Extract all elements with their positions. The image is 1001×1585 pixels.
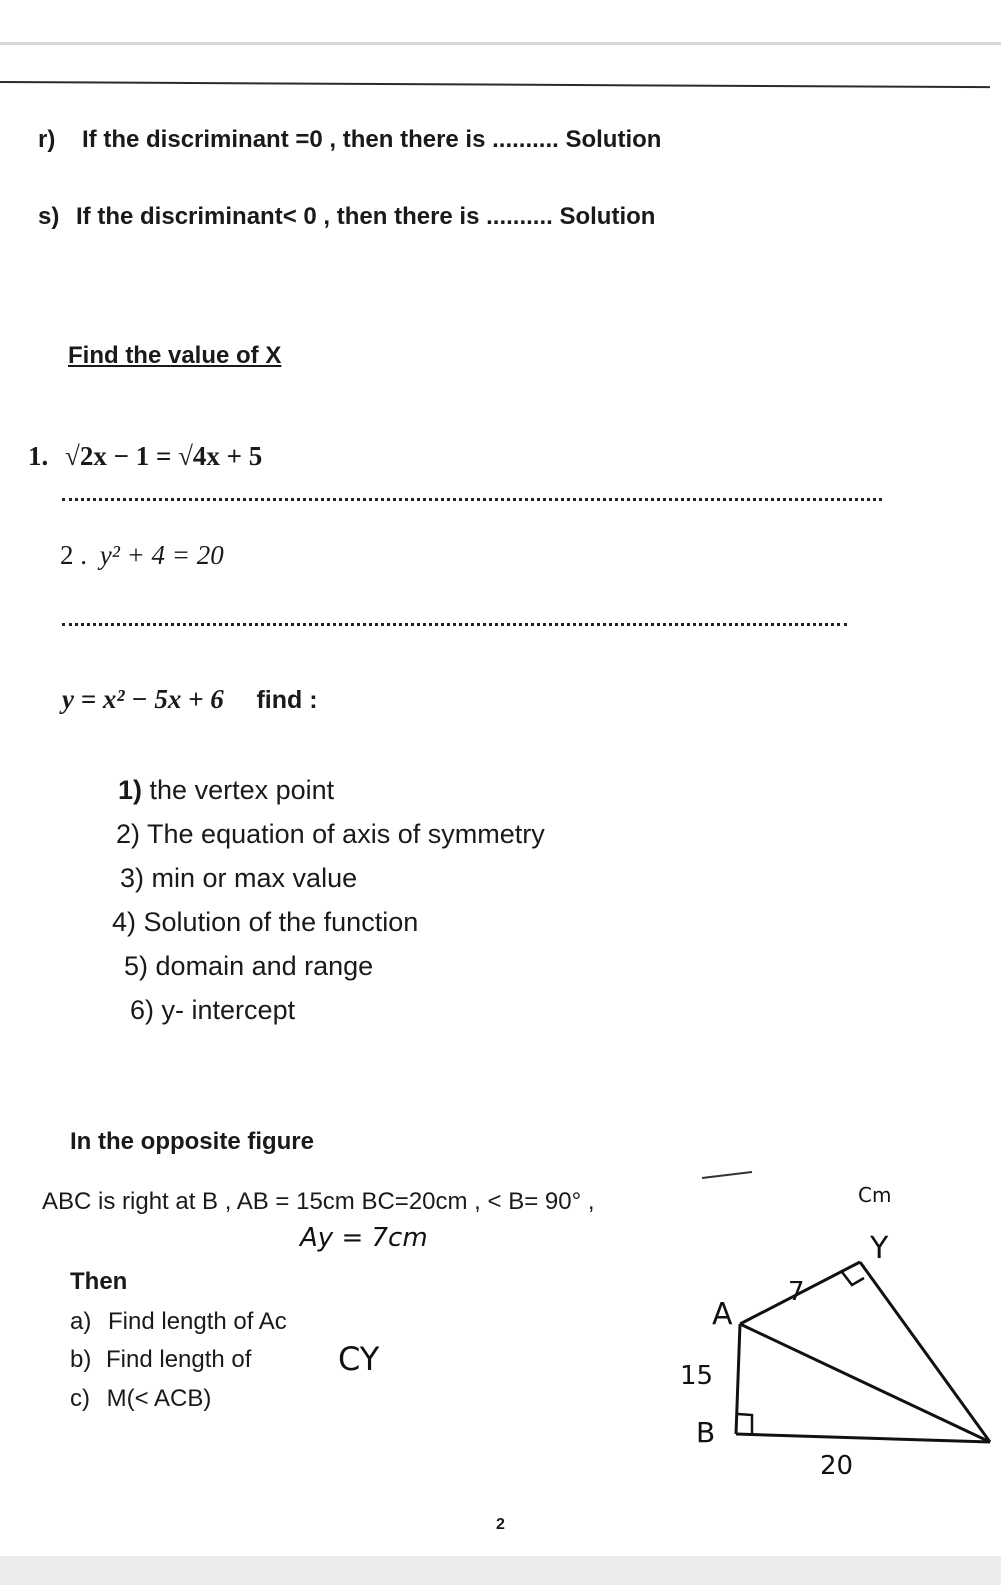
item-number: 4) — [112, 907, 137, 937]
segment-ac — [740, 1324, 990, 1442]
item-text: Solution of the function — [143, 907, 419, 937]
equation-expression: y² + 4 = 20 — [99, 540, 224, 570]
stray-mark — [702, 1172, 752, 1178]
segment-ab — [736, 1324, 740, 1434]
part-text: M(< ACB) — [106, 1385, 212, 1412]
equation-1 — [28, 441, 262, 472]
part-label: a) — [70, 1308, 92, 1335]
label-unit: Cm — [858, 1183, 892, 1207]
list-item — [112, 907, 418, 938]
question-label: s) — [38, 203, 60, 230]
part-c — [70, 1385, 211, 1413]
handwritten-note: Ay = 7cm — [300, 1223, 428, 1253]
right-angle-mark-y — [842, 1272, 864, 1285]
figure-given: ABC is right at B , AB = 15cm BC=20cm , < B= 90° , — [42, 1188, 595, 1215]
quadratic-equation — [62, 684, 318, 715]
part-label: c) — [70, 1385, 90, 1412]
segment-yc — [860, 1262, 990, 1442]
answer-line[interactable] — [62, 498, 882, 501]
part-b — [70, 1346, 251, 1374]
label-bc-length: 20 — [820, 1451, 854, 1481]
item-number: 2) — [116, 819, 141, 849]
segment-bc — [736, 1434, 990, 1442]
question-r — [38, 126, 661, 154]
equation-number: 1. — [28, 441, 49, 471]
label-y: Y — [870, 1231, 889, 1266]
item-number: 6) — [130, 995, 155, 1025]
equation-expression: √2x − 1 = √4x + 5 — [65, 441, 263, 471]
page-number: 2 — [496, 1516, 505, 1533]
find-x-heading: Find the value of X — [68, 342, 282, 369]
answer-line[interactable] — [62, 623, 847, 626]
part-text: Find length of — [106, 1346, 252, 1373]
label-a: A — [712, 1297, 733, 1332]
label-ab-length: 15 — [680, 1361, 714, 1391]
handwritten-note: CY — [338, 1340, 380, 1378]
item-number: 5) — [124, 951, 149, 981]
question-label: r) — [38, 126, 56, 153]
question-text: If the discriminant =0 , then there is .......... Solution — [82, 126, 662, 153]
question-s — [38, 203, 655, 231]
item-text: y- intercept — [161, 995, 296, 1025]
bottom-edge — [0, 1556, 1001, 1585]
equation-expression: y = x² − 5x + 6 — [62, 684, 224, 714]
list-item — [124, 951, 373, 982]
list-item — [118, 775, 334, 806]
item-text: the vertex point — [149, 775, 335, 805]
label-b: B — [696, 1416, 716, 1449]
equation-2 — [60, 540, 224, 571]
label-ay-length: 7 — [788, 1277, 805, 1307]
question-text: If the discriminant< 0 , then there is .......... Solution — [76, 203, 656, 230]
top-edge — [0, 42, 1001, 45]
item-text: domain and range — [155, 951, 374, 981]
find-label: find : — [256, 686, 318, 714]
item-text: The equation of axis of symmetry — [147, 819, 545, 849]
list-item — [120, 863, 357, 894]
triangle-figure — [660, 1170, 1001, 1490]
list-item — [116, 819, 545, 850]
part-text: Find length of Ac — [108, 1308, 287, 1335]
right-angle-mark-b — [738, 1414, 752, 1435]
equation-number: 2 . — [60, 540, 87, 570]
header-rule — [0, 81, 990, 88]
then-label: Then — [70, 1268, 128, 1295]
figure-heading: In the opposite figure — [70, 1128, 314, 1155]
part-label: b) — [70, 1346, 92, 1373]
list-item — [130, 995, 295, 1026]
part-a — [70, 1308, 287, 1336]
item-text: min or max value — [151, 863, 358, 893]
item-number: 1) — [118, 775, 143, 805]
item-number: 3) — [120, 863, 145, 893]
